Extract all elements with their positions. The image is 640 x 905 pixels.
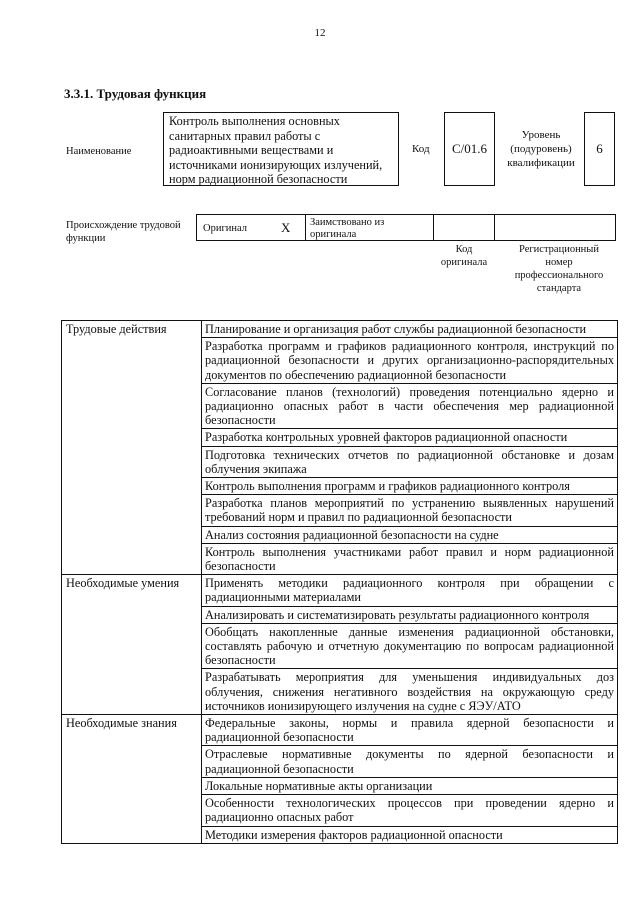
table-row bbox=[62, 606, 618, 623]
item-cell: Анализировать и систематизировать результаты радиационного контроля bbox=[202, 606, 618, 623]
item-cell: Отраслевые нормативные документы по ядерной безопасности и радиационной безопасности bbox=[202, 746, 618, 777]
table-row bbox=[62, 543, 618, 574]
category-cell bbox=[62, 446, 202, 477]
table-row bbox=[62, 795, 618, 826]
item-cell: Разработка контрольных уровней факторов радиационной опасности bbox=[202, 429, 618, 446]
origin-label: Происхождение трудовой функции bbox=[66, 220, 181, 244]
item-cell: Согласование планов (технологий) проведения потенциально ядерно и радиационно опасных работ в части обеспечения мер радиационной безопасности bbox=[202, 383, 618, 429]
category-cell bbox=[62, 669, 202, 715]
labor-function-table bbox=[61, 320, 618, 844]
category-cell bbox=[62, 746, 202, 777]
category-cell bbox=[62, 478, 202, 495]
origin-table bbox=[196, 214, 616, 241]
item-cell: Контроль выполнения программ и графиков радиационного контроля bbox=[202, 478, 618, 495]
origin-borrowed-label: Заимствовано из оригинала bbox=[310, 217, 385, 240]
qualification-level: 6 bbox=[584, 112, 615, 186]
page-number: 12 bbox=[314, 27, 326, 39]
table-row bbox=[62, 321, 618, 338]
code-label: Код bbox=[412, 143, 430, 155]
table-row bbox=[62, 746, 618, 777]
category-cell: Необходимые умения bbox=[62, 575, 202, 606]
category-cell bbox=[62, 795, 202, 826]
item-cell: Подготовка технических отчетов по радиационной обстановке и дозам облучения экипажа bbox=[202, 446, 618, 477]
item-cell: Разрабатывать мероприятия для уменьшения индивидуальных доз облучения, снижения негативного воздействия на окружающую среду источников ионизирующего излучения на судне с ЯЭУ/АТО bbox=[202, 669, 618, 715]
table-row bbox=[62, 383, 618, 429]
item-cell: Локальные нормативные акты организации bbox=[202, 777, 618, 794]
origin-original-mark: X bbox=[281, 220, 291, 235]
category-cell: Трудовые действия bbox=[62, 321, 202, 338]
table-row bbox=[62, 338, 618, 384]
table-row bbox=[62, 446, 618, 477]
category-cell bbox=[62, 826, 202, 843]
item-cell: Применять методики радиационного контроля при обращении с радиационными материалами bbox=[202, 575, 618, 606]
table-row bbox=[62, 478, 618, 495]
table-row bbox=[62, 623, 618, 669]
item-cell: Анализ состояния радиационной безопасности на судне bbox=[202, 526, 618, 543]
level-label: Уровень (подуровень) квалификации bbox=[507, 129, 575, 169]
function-name: Контроль выполнения основных санитарных правил работы с радиоактивными веществами и источниками ионизирующих излучений, норм радиационной безопасности bbox=[163, 112, 399, 186]
origin-divider bbox=[433, 215, 434, 240]
table-row bbox=[62, 495, 618, 526]
table-row bbox=[62, 777, 618, 794]
item-cell: Федеральные законы, нормы и правила ядерной безопасности и радиационной безопасности bbox=[202, 715, 618, 746]
category-cell bbox=[62, 777, 202, 794]
table-row bbox=[62, 669, 618, 715]
category-cell bbox=[62, 383, 202, 429]
table-row bbox=[62, 715, 618, 746]
table-row bbox=[62, 575, 618, 606]
category-cell: Необходимые знания bbox=[62, 715, 202, 746]
code-original-caption: Код оригинала bbox=[440, 244, 488, 268]
table-row bbox=[62, 429, 618, 446]
item-cell: Особенности технологических процессов при проведении ядерно и радиационно опасных работ bbox=[202, 795, 618, 826]
category-cell bbox=[62, 543, 202, 574]
table-row bbox=[62, 526, 618, 543]
category-cell bbox=[62, 606, 202, 623]
section-title: 3.3.1. Трудовая функция bbox=[64, 86, 207, 101]
item-cell: Методики измерения факторов радиационной опасности bbox=[202, 826, 618, 843]
item-cell: Разработка программ и графиков радиационного контроля, инструкций по радиационной безопасности и других организационно-распорядительных документов по обеспечению радиационной безопасности bbox=[202, 338, 618, 384]
item-cell: Планирование и организация работ службы радиационной безопасности bbox=[202, 321, 618, 338]
item-cell: Разработка планов мероприятий по устранению выявленных нарушений требований норм и правил по радиационной безопасности bbox=[202, 495, 618, 526]
category-cell bbox=[62, 623, 202, 669]
reg-number-caption: Регистрационный номер профессионального стандарта bbox=[514, 244, 604, 294]
origin-divider bbox=[305, 215, 306, 240]
origin-original-label: Оригинал bbox=[203, 223, 247, 234]
category-cell bbox=[62, 495, 202, 526]
item-cell: Контроль выполнения участниками работ правил и норм радиационной безопасности bbox=[202, 543, 618, 574]
item-cell: Обобщать накопленные данные изменения радиационной обстановки, составлять рабочую и отчетную документацию по вопросам радиационной безопасности bbox=[202, 623, 618, 669]
function-code: C/01.6 bbox=[444, 112, 495, 186]
origin-divider bbox=[494, 215, 495, 240]
table-row bbox=[62, 826, 618, 843]
category-cell bbox=[62, 526, 202, 543]
category-cell bbox=[62, 338, 202, 384]
category-cell bbox=[62, 429, 202, 446]
name-label: Наименование bbox=[66, 146, 132, 157]
